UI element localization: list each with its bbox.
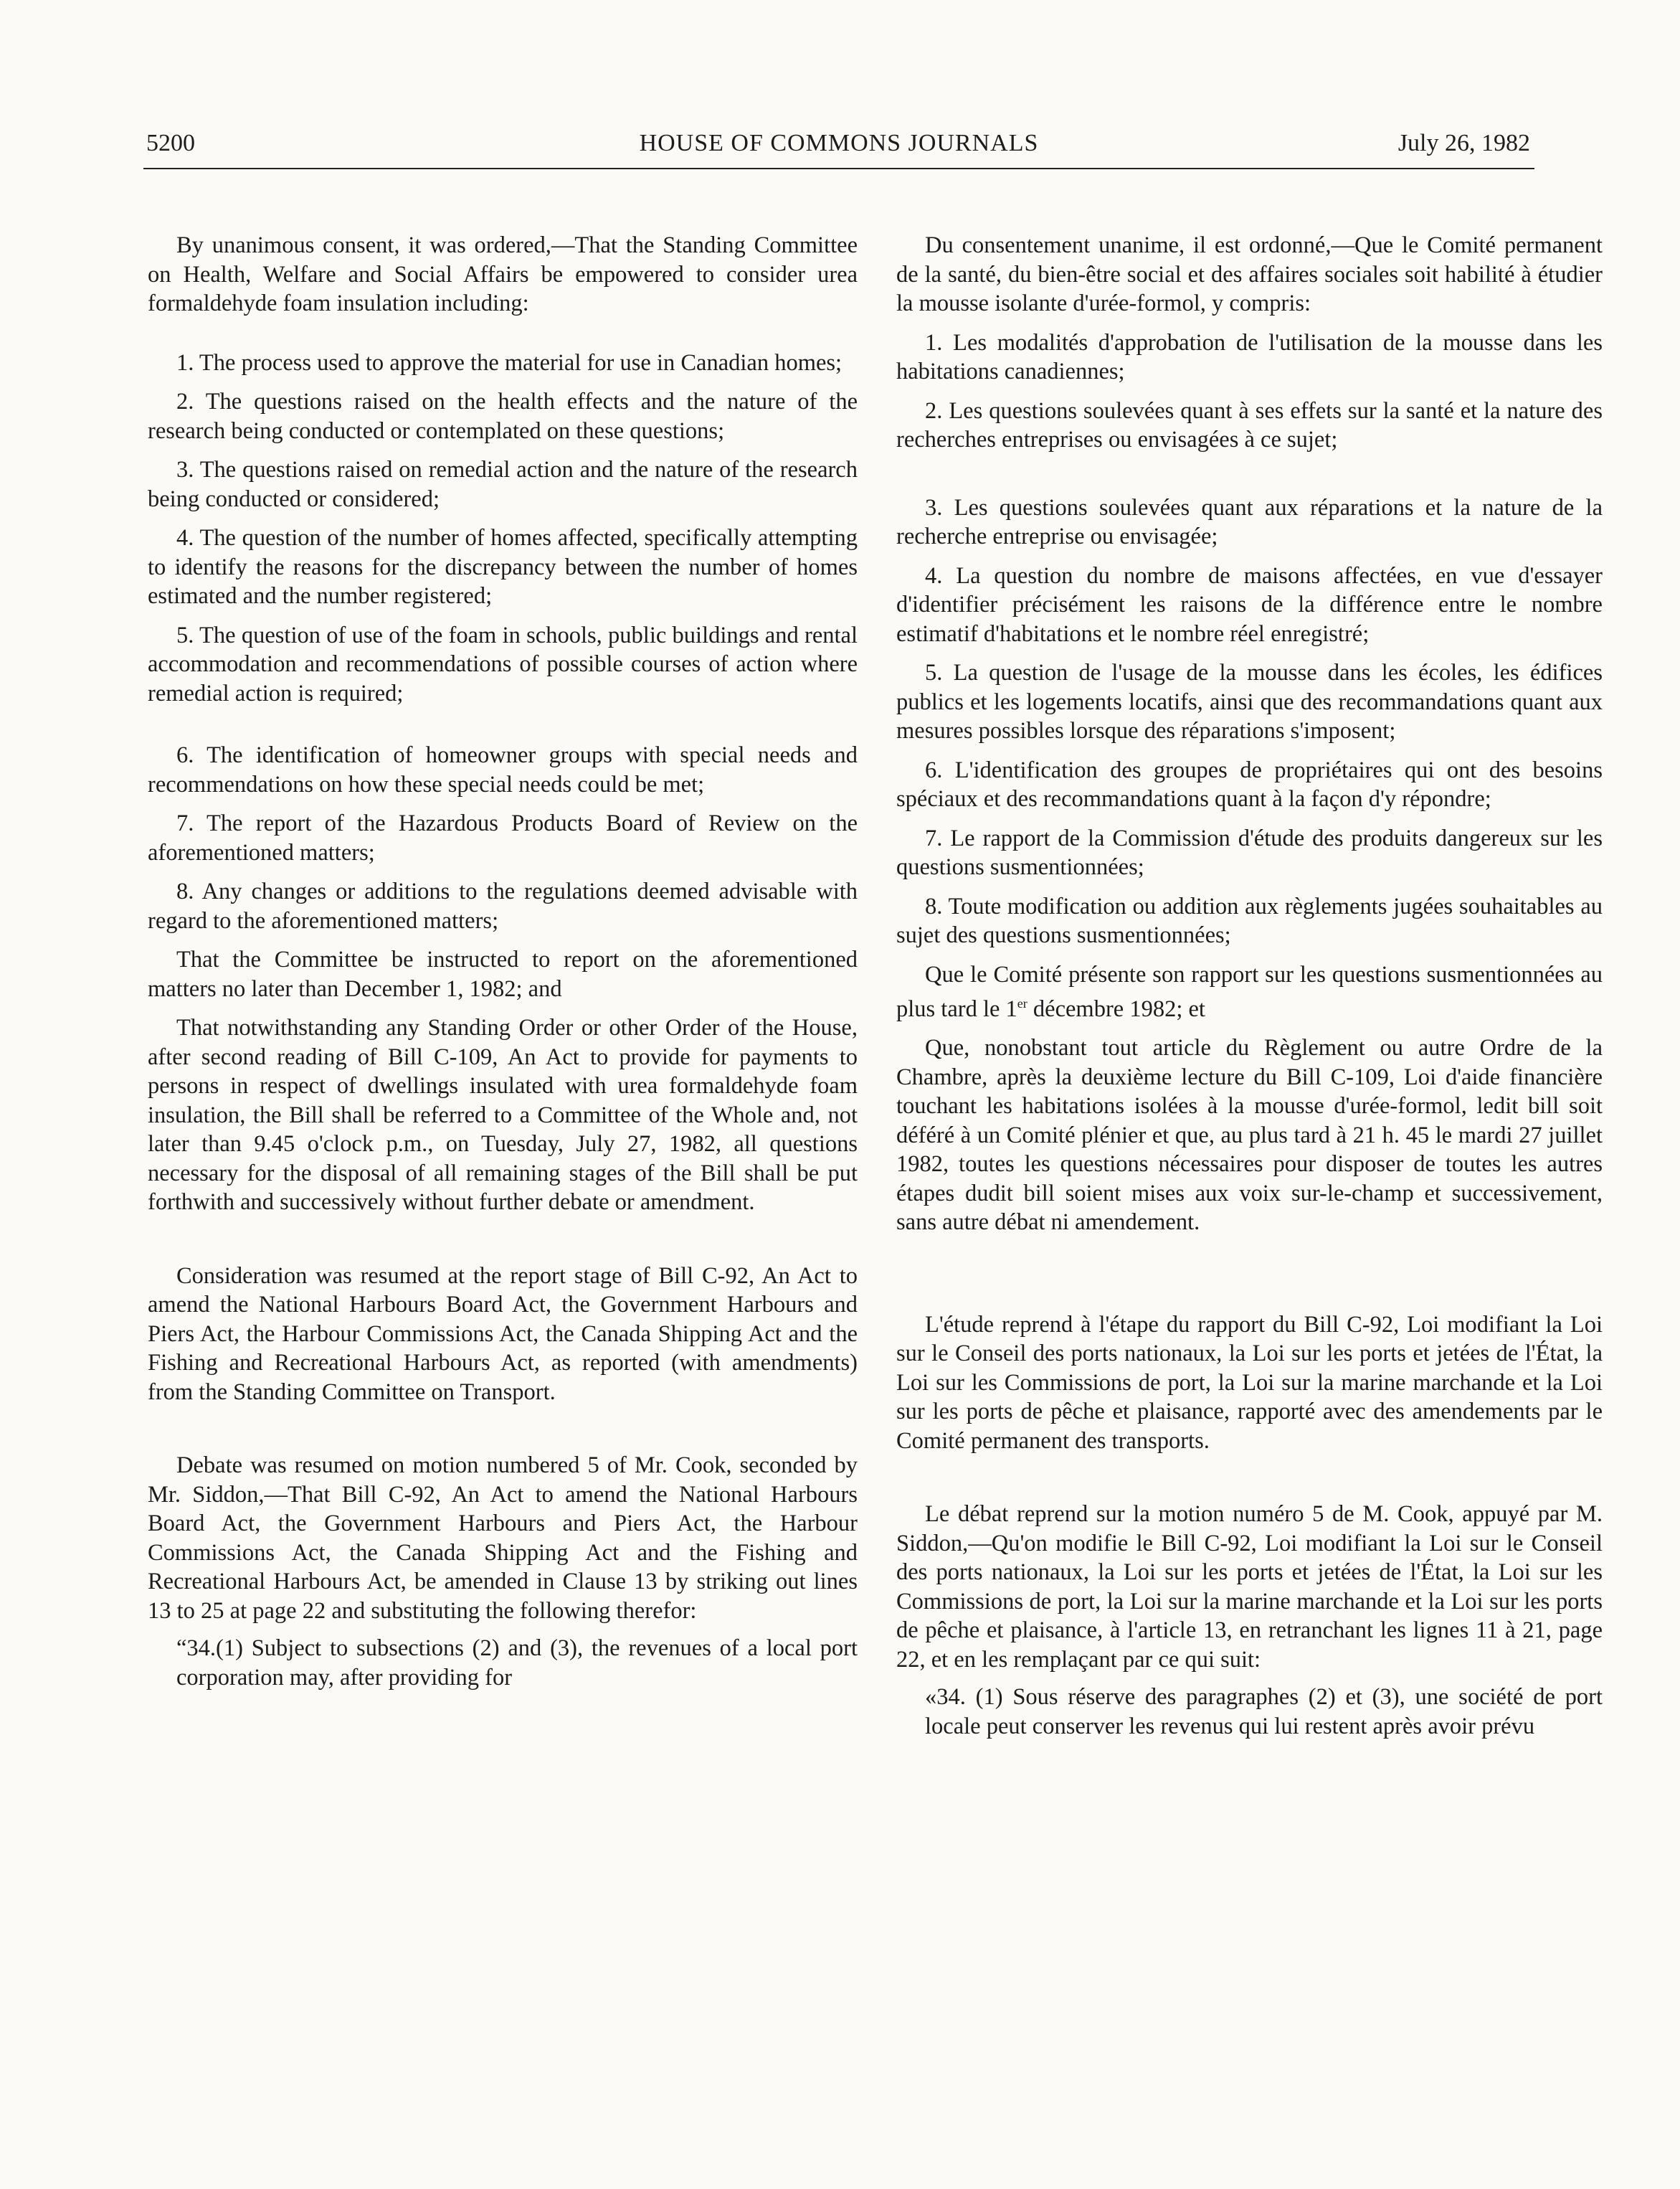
french-paragraph [896, 960, 1603, 1024]
french-item: 7. Le rapport de la Commission d'étude des produits dangereux sur les questions susmentionnées; [896, 825, 1603, 880]
ordinal-suffix: er [1017, 996, 1028, 1011]
english-item: 8. Any changes or additions to the regulations deemed advisable with regard to the aforementioned matters; [148, 879, 858, 934]
french-paragraph: Le débat reprend sur la motion numéro 5 de M. Cook, appuyé par M. Siddon,—Qu'on modifie le Bill C-92, Loi modifiant la Loi sur le Conseil des ports nationaux, la Loi sur les ports et jetées de l'État, la Loi sur les Commissions de port, la Loi sur la marine marchande et la Loi sur les ports de pêche et plaisance, à l'article 13, en retranchant les lignes 11 à 21, page 22, et en les remplaçant par ce qui suit: [896, 1501, 1603, 1673]
english-item: 2. The questions raised on the health effects and the nature of the research being conducted or contemplated on these questions; [148, 389, 858, 444]
french-column [896, 231, 1603, 1741]
french-item: 3. Les questions soulevées quant aux réparations et la nature de la recherche entreprise ou envisagée; [896, 494, 1603, 549]
english-quoted-clause: “34.(1) Subject to subsections (2) and (3), the revenues of a local port corporation may, after providing for [176, 1635, 858, 1691]
english-paragraph: That the Committee be instructed to report on the aforementioned matters no later than December 1, 1982; and [148, 947, 858, 1002]
english-paragraph: Consideration was resumed at the report stage of Bill C-92, An Act to amend the National Harbours Board Act, the Government Harbours and Piers Act, the Harbour Commissions Act, the Canada Shipping Act and the Fishing and Recreational Harbours Act, as reported (with amendments) from the Standing Committee on Transport. [148, 1262, 858, 1405]
french-quoted-clause: «34. (1) Sous réserve des paragraphes (2) et (3), une société de port locale peut conserver les revenus qui lui restent après avoir prévu [925, 1684, 1603, 1739]
journal-title: HOUSE OF COMMONS JOURNALS [639, 130, 1039, 156]
english-item: 6. The identification of homeowner groups with special needs and recommendations on how these special needs could be met; [148, 742, 858, 798]
french-text: décembre 1982; et [1027, 996, 1205, 1022]
french-paragraph: Du consentement unanime, il est ordonné,—Que le Comité permanent de la santé, du bien-être social et des affaires sociales soit habilité à étudier la mousse isolante d'urée-formol, y compris: [896, 232, 1603, 316]
page-header [143, 125, 1534, 169]
english-paragraph: Debate was resumed on motion numbered 5 of Mr. Cook, seconded by Mr. Siddon,—That Bill C-92, An Act to amend the National Harbours Board Act, the Government Harbours and Piers Act, the Harbour Commissions Act, the Canada Shipping Act and the Fishing and Recreational Harbours Act, be amended in Clause 13 by striking out lines 13 to 25 at page 22 and substituting the following therefor: [148, 1452, 858, 1624]
french-item: 5. La question de l'usage de la mousse dans les écoles, les édifices publics et les logements locatifs, ainsi que des recommandations quant aux mesures possibles lorsque des réparations s'imposent; [896, 660, 1603, 744]
french-item: 8. Toute modification ou addition aux règlements jugées souhaitables au sujet des questions susmentionnées; [896, 893, 1603, 948]
english-paragraph: That notwithstanding any Standing Order or other Order of the House, after second reading of Bill C-109, An Act to provide for payments to persons in respect of dwellings insulated with urea formaldehyde foam insulation, the Bill shall be referred to a Committee of the Whole and, not later than 9.45 o'clock p.m., on Tuesday, July 27, 1982, all questions necessary for the disposal of all remaining stages of the Bill shall be put forthwith and successively without further debate or amendment. [148, 1015, 858, 1215]
journal-date: July 26, 1982 [1397, 130, 1530, 156]
english-item: 5. The question of use of the foam in schools, public buildings and rental accommodation and recommendations of possible courses of action where remedial action is required; [148, 622, 858, 706]
page-number: 5200 [146, 130, 195, 156]
english-item: 7. The report of the Hazardous Products Board of Review on the aforementioned matters; [148, 810, 858, 866]
french-item: 2. Les questions soulevées quant à ses effets sur la santé et la nature des recherches entreprises ou envisagées à ce sujet; [896, 397, 1603, 453]
english-item: 1. The process used to approve the material for use in Canadian homes; [176, 349, 843, 376]
english-item: 3. The questions raised on remedial action and the nature of the research being conducted or considered; [148, 457, 858, 512]
english-column [148, 231, 858, 1692]
english-paragraph: By unanimous consent, it was ordered,—That the Standing Committee on Health, Welfare and Social Affairs be empowered to consider urea formaldehyde foam insulation including: [148, 232, 858, 316]
french-item: 6. L'identification des groupes de propriétaires qui ont des besoins spéciaux et des recommandations quant à la façon d'y répondre; [896, 757, 1603, 812]
french-text: Que le Comité présente son rapport sur les questions susmentionnées au plus tard le 1 [896, 961, 1603, 1022]
french-paragraph: L'étude reprend à l'étape du rapport du Bill C-92, Loi modifiant la Loi sur le Conseil des ports nationaux, la Loi sur les ports et jetées de l'État, la Loi sur les Commissions de port, la Loi sur la marine marchande et la Loi sur les ports de pêche et plaisance, rapporté avec des amendements par le Comité permanent des transports. [896, 1311, 1603, 1454]
english-item: 4. The question of the number of homes affected, specifically attempting to identify the reasons for the discrepancy between the number of homes estimated and the number registered; [148, 525, 858, 609]
french-item: 4. La question du nombre de maisons affectées, en vue d'essayer d'identifier précisément les raisons de la différence entre le nombre estimatif d'habitations et le nombre réel enregistré; [896, 562, 1603, 647]
french-paragraph: Que, nonobstant tout article du Règlement ou autre Ordre de la Chambre, après la deuxième lecture du Bill C-109, Loi d'aide financière touchant les habitations isolées à la mousse d'urée-formol, ledit bill soit déféré à un Comité plénier et que, au plus tard à 21 h. 45 le mardi 27 juillet 1982, toutes les questions nécessaires pour disposer de toutes les autres étapes dudit bill soient mises aux voix sur-le-champ et successivement, sans autre débat ni amendement. [896, 1035, 1603, 1236]
french-item: 1. Les modalités d'approbation de l'utilisation de la mousse dans les habitations canadiennes; [896, 329, 1603, 384]
